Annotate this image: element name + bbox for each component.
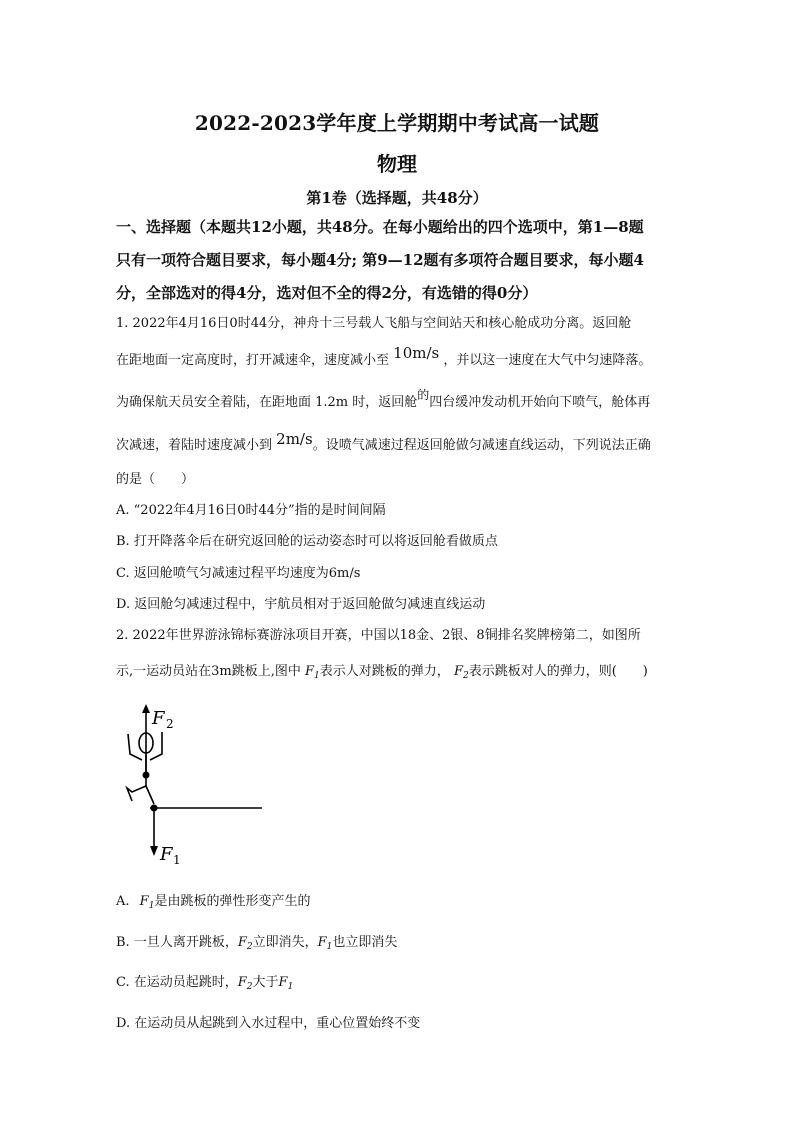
f1-label-sub: 1 — [173, 853, 181, 867]
q1-line-2-b: ，并以这一速度在大气中匀速降落。 — [443, 353, 652, 368]
q1-line-1: 1. 2022年4月16日0时44分，神舟十三号载人飞船与空间站天和核心舱成功分离。返回舱 — [116, 316, 632, 331]
q2-option-a-f1: $F_1$ — [139, 894, 155, 911]
q2-option-c-f1: $F_1$ — [278, 975, 294, 992]
q1-line-5: 的是（ ） — [116, 472, 195, 487]
q1-option-c[interactable]: C. 返回舱喷气匀减速过程平均速度为6m/s — [116, 566, 361, 581]
f1-label: F — [160, 844, 173, 865]
exam-title: 2022-2023学年度上学期期中考试高一试题 — [194, 111, 600, 135]
q1-line-4 — [116, 430, 651, 453]
section-line-2: 只有一项符合题目要求，每小题4分; 第9—12题有多项符合题目要求，每小题4 — [116, 251, 644, 269]
diver-figure — [110, 700, 280, 870]
q1-line-4-a: 次减速，着陆时速度减小到 — [116, 438, 273, 453]
q2-line-2-b: 表示人对跳板的弹力， — [319, 664, 450, 679]
q1-option-d[interactable]: D. 返回舱匀减速过程中，宇航员相对于返回舱做匀减速直线运动 — [116, 597, 486, 612]
f2-arrowhead — [142, 704, 150, 713]
q1-line-2 — [116, 344, 652, 368]
q2-f2-symbol: $F_2$ — [453, 664, 469, 681]
diver-right-leg — [146, 786, 154, 804]
q2-option-b-f1: $F_1$ — [317, 935, 333, 952]
q1-option-a[interactable]: A. “2022年4月16日0时44分”指的是时间间隔 — [116, 503, 386, 518]
f2-label: F — [152, 708, 165, 729]
q1-line-4-b: 。设喷气减速过程返回舱做匀减速直线运动，下列说法正确 — [312, 438, 651, 453]
q2-line-2-a: 示,一运动员站在3m跳板上,图中 — [116, 664, 301, 679]
q2-option-a[interactable]: A. $F_1$是由跳板的弹性形变产生的 — [116, 894, 311, 911]
subject-title: 物理 — [377, 152, 417, 176]
volume-title: 第1卷（选择题，共48分） — [306, 189, 488, 207]
q2-option-c[interactable]: C. 在运动员起跳时，$F_2$大于$F_1$ — [116, 975, 294, 992]
q1-line-2-a: 在距地面一定高度时，打开减速伞，速度减小至 — [116, 353, 390, 368]
section-line-1: 一、选择题（本题共12小题，共48分。在每小题给出的四个选项中，第1—8题 — [116, 218, 644, 236]
f2-label-sub: 2 — [166, 717, 174, 731]
q2-line-2-c: 表示跳板对人的弹力，则( ) — [468, 664, 648, 679]
q2-option-c-f2: $F_2$ — [237, 975, 253, 992]
diver-left-leg — [127, 786, 146, 801]
q1-line-3-de: 的 — [417, 388, 430, 402]
q1-speed-2: 2m/s — [276, 430, 313, 448]
f1-arrowhead — [150, 846, 158, 856]
q2-option-b[interactable]: B. 一旦人离开跳板，$F_2$立即消失，$F_1$也立即消失 — [116, 935, 398, 952]
q1-line-3-a: 为确保航天员安全着陆，在距地面 1.2m 时，返回舱 — [116, 395, 418, 410]
section-instructions — [116, 211, 696, 310]
q2-option-d[interactable]: D. 在运动员从起跳到入水过程中，重心位置始终不变 — [116, 1016, 421, 1031]
q2-f1-symbol: $F_1$ — [305, 664, 320, 681]
q2-line-1: 2. 2022年世界游泳锦标赛游泳项目开赛，中国以18金、2银、8铜排名奖牌榜第二，如图所 — [116, 628, 641, 643]
section-line-3: 分，全部选对的得4分，选对但不全的得2分，有选错的得0分） — [116, 284, 538, 302]
q1-option-b[interactable]: B. 打开降落伞后在研究返回舱的运动姿态时可以将返回舱看做质点 — [116, 534, 498, 549]
q1-speed-10: 10m/s — [393, 344, 440, 362]
q1-line-3-b: 四台缓冲发动机开始向下喷气，舱体再 — [429, 395, 651, 410]
q2-option-b-f2: $F_2$ — [237, 935, 253, 952]
q1-line-3 — [116, 388, 651, 410]
q2-line-2 — [116, 660, 648, 681]
